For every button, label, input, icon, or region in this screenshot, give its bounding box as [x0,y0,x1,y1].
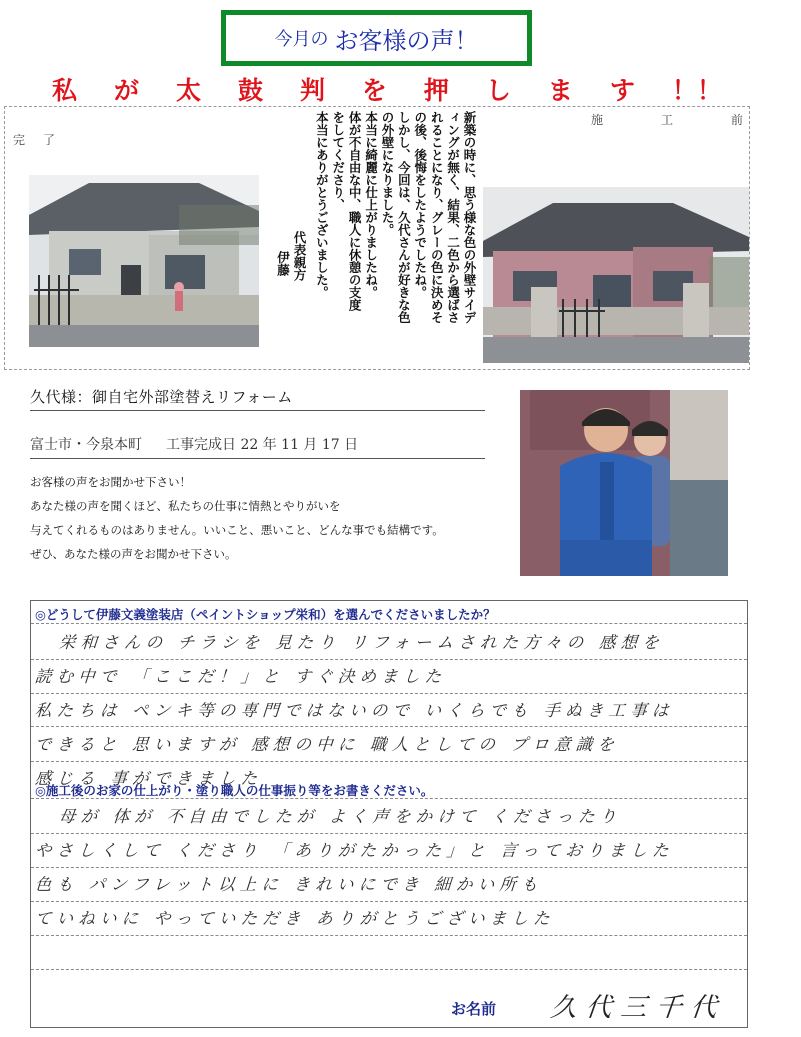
slogan-char: 私 [52,76,78,105]
banner-title: お客様の声！ [334,26,479,55]
client-meta [30,434,358,454]
ruled-line [31,693,747,694]
signature: 代表親方 [291,231,307,281]
voice-banner-inner [226,15,527,61]
ruled-line [31,833,747,834]
intro-line: ぜひ、あなた様の声をお聞かせ下さい。 [30,547,237,561]
ruled-line [31,726,747,727]
slogan-char: 判 [299,76,325,105]
customer-name-handwritten: 久代三千代 [549,993,728,1023]
ruled-line [31,761,747,762]
photo-strip [4,106,801,370]
answer-1-line: できると 思いますが 感想の中に 職人としての プロ意識を [34,735,620,754]
ruled-line [31,867,747,868]
banner-small-text: 今月の [274,29,329,50]
slogan-char: を [361,76,387,105]
label-after: 完了 [13,133,74,147]
testimonial-line: ィングが無く、結果、二色から選ばさ [445,111,461,324]
client-location: 富士市・今泉本町 [30,437,142,453]
before-house-photo [483,187,749,363]
testimonial-line: 体が不自由な中、職人に休憩の支度 [347,111,363,311]
answer-2-line: ていねいに やっていただき ありがとうございました [34,909,556,928]
slogan-char: 押 [423,76,449,105]
testimonial-line: をしてくださり、 [330,111,346,211]
answer-1-line: 栄和さんの チラシを 見たり リフォームされた方々の 感想を [58,633,665,652]
signature-name: 伊藤 [275,251,291,276]
testimonial-line: の外壁になりました。 [379,111,395,236]
client-title: 久代様：御自宅外部塗替えリフォーム [30,388,293,406]
answer-2-line: 色も パンフレット以上に きれいにでき 細かい所も [34,875,544,894]
testimonial-line: 新築の時に、思う様な色の外壁サイデ [462,111,477,324]
slogan-char: ！！ [671,76,722,105]
label-before: 施工前 [590,113,801,127]
questionnaire-form [30,600,748,1028]
ruled-line [31,623,747,624]
question-2: ◎施工後のお家の仕上がり・塗り職人の仕事振り等をお書きください。 [35,783,434,798]
testimonial-line: の後、後悔をしたようでしたね。 [412,111,428,299]
intro-line: 与えてくれるものはありません。いいこと、悪いこと、どんな事でも結構です。 [30,523,444,537]
intro-line: あなた様の声を聞くほど、私たちの仕事に情熱とやりがいを [30,499,341,513]
slogan-char: 太 [175,76,201,105]
testimonial-line: しかし、今回は、久代さんが好きな色 [396,111,412,324]
divider [30,458,485,459]
slogan-char: す [609,76,635,105]
answer-2-line: 母が 体が 不自由でしたが よく声をかけて くださったり [58,807,623,826]
testimonial-line: 本当に綺麗に仕上がりましたね。 [363,111,379,299]
name-label: お名前 [451,1000,497,1018]
answer-1-line: 読む中で 「ここだ！」と すぐ決めました [34,667,448,686]
answer-1-line: 私たちは ペンキ等の専門ではないので いくらでも 手ぬき工事は [34,701,675,720]
workers-portrait-photo [520,390,728,576]
slogan-char: し [485,76,511,105]
after-house-photo [29,175,259,347]
completion-date: 工事完成日 22 年 11 月 17 日 [166,437,359,453]
question-1: ◎どうして伊藤文義塗装店（ペイントショップ栄和）を選んでくださいましたか？ [35,607,496,622]
answer-2-line: やさしくして くださり 「ありがたかった」と 言っておりました [34,841,675,860]
ruled-line [31,969,747,970]
ruled-line [31,901,747,902]
divider [30,410,485,411]
intro-line: お客様の声をお聞かせ下さい！ [30,475,191,489]
testimonial-line: 本当にありがとうございました。 [314,111,330,299]
slogan [20,72,740,106]
voice-banner [221,10,532,66]
ruled-line [31,935,747,936]
owner-testimonial [277,111,477,363]
slogan-char: ま [547,76,573,105]
slogan-char: が [113,76,139,105]
answer-1-line: 感じる 事ができました [34,769,264,788]
testimonial-line: れることになり、グレーの色に決めそ [429,111,445,324]
ruled-line [31,659,747,660]
intro-text [30,470,510,566]
slogan-char: 鼓 [237,76,263,105]
